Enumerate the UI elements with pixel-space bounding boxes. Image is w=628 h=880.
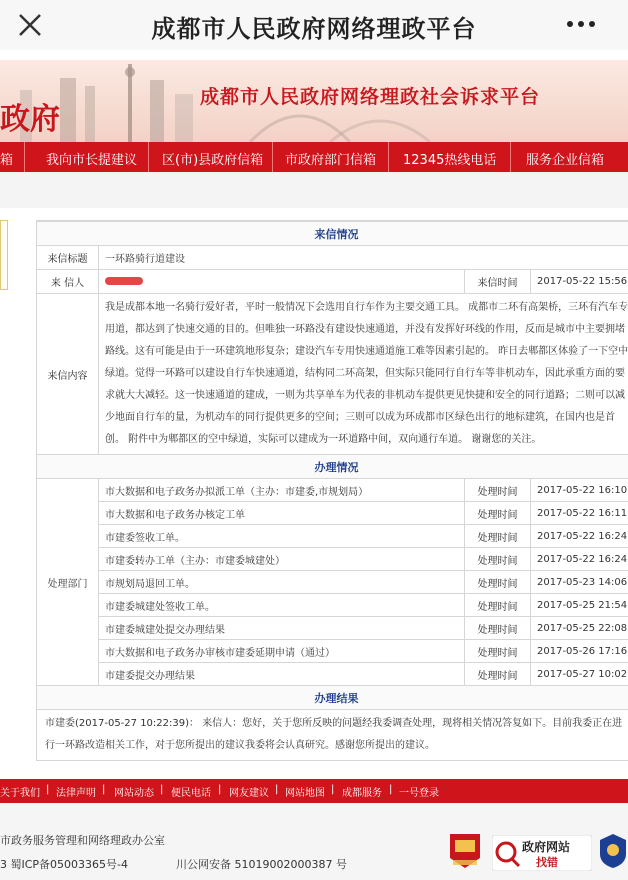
processing-time-label: 处理时间 — [465, 663, 531, 686]
processing-action: 市规划局退回工单。 — [99, 571, 465, 594]
processing-time: 2017-05-23 14:06 — [531, 571, 628, 594]
footer-link-news[interactable]: 网站动态 — [114, 788, 154, 799]
letter-content: 我是成都本地一名骑行爱好者，平时一般情况下会选用自行车作为主要交通工具。 成都市二环有高架桥，三环有汽车专用道，都达到了快速交通的目的。但唯独一环路没有建设快速通道，并没有发挥好环线的作用，反而是城市中主要拥堵路线。这有可能是由于一环建筑地形复杂；建设汽车专用快速通道施工难等因素引起的。 昨日去郫都区体验了一下空中绿道。觉得一环路可以建设自行车快速通道，结构同二环高架，但实际只能同行自行车等非机动车，因此承重方面的要求就大大减轻。这一快速通道的建成，一则为共享单车为代表的非机动车提供更见快捷和安全的同行道路；二则可以减少地面自行车的量，为机动车的同行提供更多的空间；三则可以成为环成都市区绿色出行的地标建筑，在国内也是首创。 附件中为郫都区的空中绿道，实际可以建成为一环道路中间，双向通行车道。 谢谢您的关注。 — [99, 294, 628, 455]
footer-link-sitemap[interactable]: 网站地图 — [285, 788, 325, 799]
site-banner — [0, 60, 628, 142]
processing-action: 市建委签收工单。 — [99, 525, 465, 548]
letter-title-label: 来信标题 — [37, 246, 99, 270]
badge-title: 政府网站 — [522, 840, 571, 854]
nav-item-hotline[interactable]: 12345热线电话 — [403, 153, 497, 168]
page-title: 成都市人民政府网络理政平台 — [151, 15, 477, 43]
processing-action: 市大数据和电子政务办核定工单 — [99, 502, 465, 525]
processing-action: 市建委城建处签收工单。 — [99, 594, 465, 617]
sender-label: 来 信人 — [37, 270, 99, 294]
processing-time-label: 处理时间 — [465, 502, 531, 525]
processing-time-label: 处理时间 — [465, 617, 531, 640]
letter-time-label: 来信时间 — [465, 270, 531, 294]
processing-time: 2017-05-25 21:54 — [531, 594, 628, 617]
letter-content-label: 来信内容 — [37, 294, 99, 455]
footer-link-phone[interactable]: 便民电话 — [171, 788, 211, 799]
processing-action: 市大数据和电子政务办拟派工单（主办：市建委,市规划局） — [99, 479, 465, 502]
sender-value — [99, 270, 465, 294]
gov-site-error-report-badge[interactable] — [492, 835, 592, 871]
side-notice-box — [0, 220, 8, 290]
footer-police-record: 川公网安备 51019002000387 号 — [176, 858, 347, 871]
processing-time: 2017-05-25 22:08 — [531, 617, 628, 640]
result-section-header: 办理结果 — [37, 686, 628, 710]
processing-time: 2017-05-22 16:24 — [531, 548, 628, 571]
nav-item-mailbox[interactable]: 箱 — [0, 153, 14, 168]
processing-time: 2017-05-27 10:02 — [531, 663, 628, 686]
badge-subtitle: 找错 — [536, 856, 558, 869]
letter-time-value: 2017-05-22 15:56 — [531, 270, 628, 294]
processing-time: 2017-05-22 16:10 — [531, 479, 628, 502]
nav-divider — [510, 142, 511, 172]
letter-table — [36, 221, 628, 761]
nav-divider — [24, 142, 25, 172]
more-icon[interactable] — [564, 12, 598, 36]
footer-link-legal[interactable]: 法律声明 — [56, 788, 96, 799]
processing-time-label: 处理时间 — [465, 548, 531, 571]
nav-divider — [148, 142, 149, 172]
processing-time-label: 处理时间 — [465, 479, 531, 502]
app-bar — [0, 0, 628, 50]
footer-link-suggestion[interactable]: 网友建议 — [229, 788, 269, 799]
police-badge-icon[interactable] — [598, 832, 628, 870]
footer-org: 市政务服务管理和网络理政办公室 — [0, 834, 165, 847]
footer-nav: 关于我们 | 法律声明 | 网站动态 | 便民电话 | 网友建议 | 网站地图 | 成都服务 | 一号登录 — [0, 779, 628, 803]
footer-link-login[interactable]: 一号登录 — [399, 788, 439, 799]
main-nav — [0, 142, 628, 172]
footer-link-services[interactable]: 成都服务 — [342, 788, 382, 799]
processing-time: 2017-05-22 16:11 — [531, 502, 628, 525]
nav-item-mayor-suggestion[interactable]: 我向市长提建议 — [46, 153, 138, 168]
party-emblem-icon[interactable] — [447, 832, 483, 870]
footer-link-about[interactable]: 关于我们 — [0, 788, 40, 799]
processing-dept-label: 处理部门 — [37, 479, 99, 686]
redacted-name — [105, 277, 143, 285]
letter-section-header: 来信情况 — [37, 222, 628, 246]
result-text: 市建委(2017-05-27 10:22:39)： 来信人：您好，关于您所反映的问题经我委调查处理，现将相关情况答复如下。目前我委正在进行一环路改造相关工作，对于您所提出的建议我委将会认真研究。感谢您所提出的建议。 — [37, 710, 628, 761]
processing-action: 市大数据和电子政务办审核市建委延期申请（通过） — [99, 640, 465, 663]
banner-left-title: 政府 — [0, 102, 60, 137]
processing-time-label: 处理时间 — [465, 640, 531, 663]
processing-time-label: 处理时间 — [465, 525, 531, 548]
letter-detail-panel — [36, 220, 628, 761]
nav-item-district-mailbox[interactable]: 区(市)县政府信箱 — [162, 153, 264, 168]
processing-action: 市建委提交办理结果 — [99, 663, 465, 686]
spacer-band — [0, 172, 628, 208]
processing-time: 2017-05-22 16:24 — [531, 525, 628, 548]
nav-item-enterprise-mailbox[interactable]: 服务企业信箱 — [526, 153, 605, 168]
processing-action: 市建委转办工单（主办：市建委城建处） — [99, 548, 465, 571]
nav-divider — [388, 142, 389, 172]
processing-section-header: 办理情况 — [37, 455, 628, 479]
processing-action: 市建委城建处提交办理结果 — [99, 617, 465, 640]
processing-time-label: 处理时间 — [465, 571, 531, 594]
footer-icp: 3 蜀ICP备05003365号-4 — [0, 858, 129, 871]
banner-title: 成都市人民政府网络理政社会诉求平台 — [200, 86, 541, 108]
nav-item-department-mailbox[interactable]: 市政府部门信箱 — [285, 153, 377, 168]
letter-title-value: 一环路骑行道建设 — [99, 246, 628, 270]
nav-divider — [272, 142, 273, 172]
processing-time-label: 处理时间 — [465, 594, 531, 617]
processing-time: 2017-05-26 17:16 — [531, 640, 628, 663]
